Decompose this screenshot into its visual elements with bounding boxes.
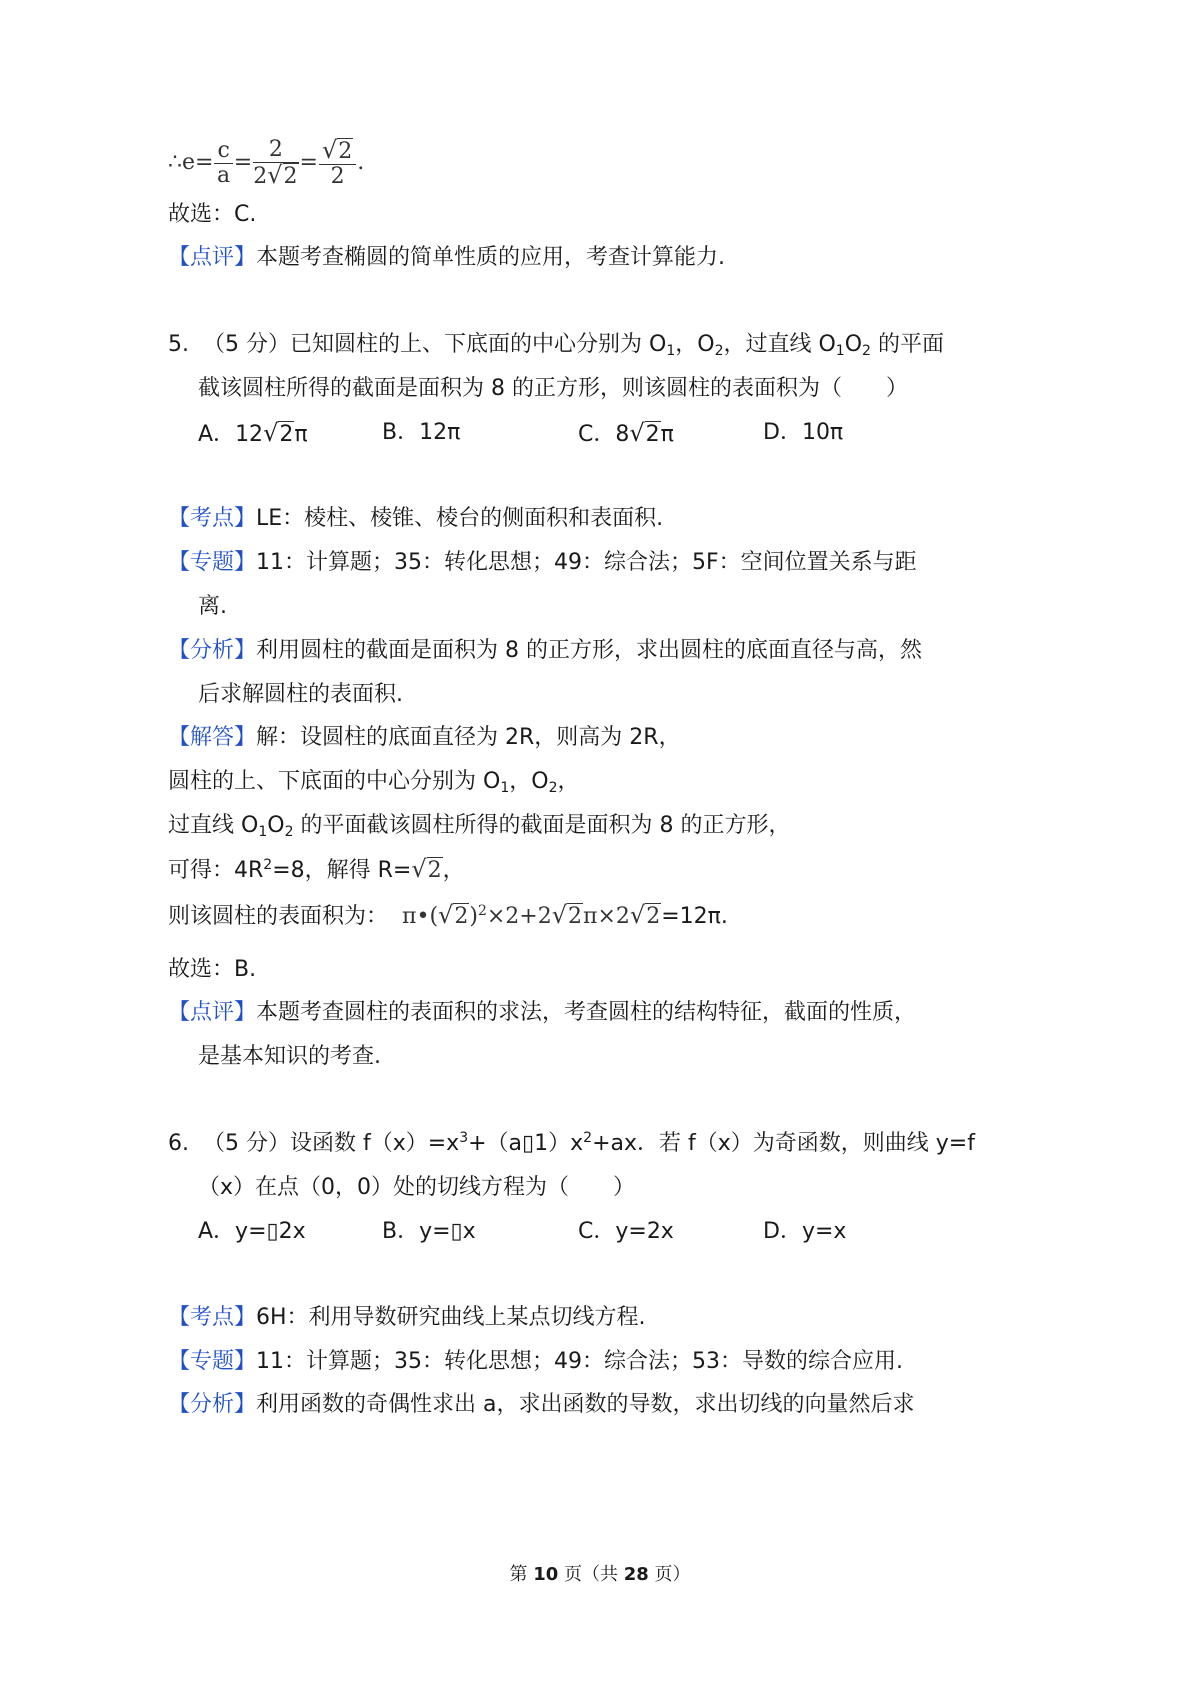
jieda-text: 的平面截该圆柱所得的截面是面积为 8 的正方形， bbox=[293, 813, 791, 838]
q6-option-b[interactable]: B．y=▯x bbox=[382, 1219, 476, 1244]
fraction-root2-over-2 bbox=[319, 135, 356, 189]
radicand: 2 bbox=[279, 422, 294, 447]
q5-dianping-line2: 是基本知识的考查. bbox=[198, 1044, 381, 1069]
prev-review bbox=[168, 243, 725, 273]
zhuanti-tag: 【专题】 bbox=[168, 550, 257, 575]
period: . bbox=[357, 150, 365, 175]
sqrt: √2 bbox=[629, 419, 660, 447]
superscript: 2 bbox=[263, 857, 273, 873]
formula-prefix: ∴e= bbox=[168, 150, 214, 175]
q6-stem-line1 bbox=[168, 1129, 975, 1159]
question-number: 6. bbox=[168, 1131, 189, 1156]
q6-option-d[interactable]: D．y=x bbox=[763, 1219, 847, 1244]
radicand: 2 bbox=[338, 138, 353, 164]
page-number: 10 bbox=[533, 1564, 559, 1585]
option-label: A． bbox=[198, 422, 236, 447]
fenxi-tag: 【分析】 bbox=[168, 638, 257, 663]
numerator: 2 bbox=[253, 138, 298, 163]
prev-choice: 故选：C. bbox=[168, 202, 257, 227]
stem-text: O bbox=[844, 332, 863, 357]
q5-kaodian bbox=[168, 504, 663, 534]
q5-choice: 故选：B. bbox=[168, 957, 257, 982]
review-text: 本题考查椭圆的简单性质的应用，考查计算能力. bbox=[256, 245, 726, 270]
q6-option-a[interactable]: A．y=▯2x bbox=[198, 1219, 306, 1244]
subscript: 1 bbox=[500, 780, 510, 796]
formula-part: π×2 bbox=[583, 904, 630, 929]
denominator: 2 bbox=[330, 163, 345, 189]
option-pi: π bbox=[660, 422, 674, 447]
jieda-text: ，O bbox=[509, 769, 549, 794]
fraction-c-over-a bbox=[214, 139, 232, 188]
zhuanti-tag: 【专题】 bbox=[168, 1349, 257, 1374]
sqrt: √2 bbox=[263, 419, 294, 447]
eccentricity-formula bbox=[168, 136, 364, 190]
q6-option-c[interactable]: C．y=2x bbox=[578, 1219, 674, 1244]
q6-stem-line2: （x）在点（0，0）处的切线方程为（ ） bbox=[198, 1175, 636, 1200]
formula-part: π•( bbox=[402, 904, 439, 929]
page-footer bbox=[0, 1560, 1200, 1586]
fenxi-text: 利用函数的奇偶性求出 a，求出函数的导数，求出切线的向量然后求 bbox=[256, 1392, 915, 1417]
numerator bbox=[319, 135, 356, 165]
subscript: 2 bbox=[862, 343, 871, 359]
kaodian-tag: 【考点】 bbox=[168, 506, 257, 531]
formula-part: ) bbox=[469, 904, 478, 929]
stem-text: ，O bbox=[675, 332, 715, 357]
subscript: 2 bbox=[548, 780, 558, 796]
footer-text: 页（共 bbox=[558, 1564, 624, 1585]
footer-text: 页） bbox=[648, 1564, 691, 1585]
q5-stem-line2: 截该圆柱所得的截面是面积为 8 的正方形，则该圆柱的表面积为（ ） bbox=[198, 376, 908, 401]
jieda-text: ， bbox=[557, 769, 580, 794]
q5-option-b[interactable]: B．12π bbox=[382, 420, 461, 445]
jieda-tag: 【解答】 bbox=[168, 725, 257, 750]
zhuanti-text: 11：计算题；35：转化思想；49：综合法；5F：空间位置关系与距 bbox=[256, 550, 917, 575]
stem-text: +（a▯1）x bbox=[468, 1131, 584, 1156]
total-pages: 28 bbox=[623, 1564, 649, 1585]
q5-dianping-line1 bbox=[168, 998, 916, 1028]
denominator bbox=[253, 160, 298, 189]
footer-text: 第 bbox=[509, 1564, 534, 1585]
q5-jieda-line3 bbox=[168, 811, 790, 841]
formula-part: ×2+2 bbox=[486, 904, 552, 929]
jieda-text: O bbox=[267, 813, 285, 838]
surface-area-formula bbox=[402, 901, 661, 929]
kaodian-tag: 【考点】 bbox=[168, 1305, 257, 1330]
fenxi-tag: 【分析】 bbox=[168, 1392, 257, 1417]
dianping-tag: 【点评】 bbox=[168, 1000, 257, 1025]
q5-option-c[interactable] bbox=[578, 418, 674, 450]
radicand: 2 bbox=[568, 904, 583, 929]
sqrt: √2 bbox=[411, 855, 442, 883]
q6-zhuanti bbox=[168, 1347, 903, 1377]
subscript: 1 bbox=[835, 343, 845, 359]
radicand: 2 bbox=[454, 904, 469, 929]
equals-sign: = bbox=[299, 150, 318, 175]
q5-stem-line1 bbox=[168, 330, 944, 360]
sqrt: √2 bbox=[629, 901, 661, 929]
q5-jieda-line2 bbox=[168, 767, 580, 797]
sqrt: √2 bbox=[551, 901, 583, 929]
sqrt: √2 bbox=[321, 135, 353, 164]
jieda-text: 解：设圆柱的底面直径为 2R，则高为 2R， bbox=[256, 725, 681, 750]
q6-fenxi bbox=[168, 1390, 915, 1420]
q5-fenxi-line2: 后求解圆柱的表面积. bbox=[198, 682, 403, 707]
sqrt: √2 bbox=[267, 160, 298, 189]
jieda-text: =8，解得 R= bbox=[272, 858, 412, 883]
jieda-text: ， bbox=[442, 858, 465, 883]
q5-jieda-line4 bbox=[168, 854, 465, 886]
dianping-text: 本题考查圆柱的表面积的求法，考查圆柱的结构特征，截面的性质， bbox=[256, 1000, 917, 1025]
q5-zhuanti-line2: 离. bbox=[198, 594, 227, 619]
q5-fenxi-line1 bbox=[168, 636, 922, 666]
q5-jieda-line1 bbox=[168, 723, 681, 753]
radicand: 2 bbox=[283, 163, 298, 189]
stem-text: （5 分）设函数 f（x）=x bbox=[203, 1131, 460, 1156]
subscript: 1 bbox=[258, 824, 268, 840]
q6-kaodian bbox=[168, 1303, 646, 1333]
radicand: 2 bbox=[427, 858, 442, 883]
stem-text: 的平面 bbox=[870, 332, 944, 357]
q5-option-a[interactable] bbox=[198, 418, 308, 450]
coefficient: 2 bbox=[253, 163, 268, 189]
zhuanti-text: 11：计算题；35：转化思想；49：综合法；53：导数的综合应用. bbox=[256, 1349, 903, 1374]
jieda-text: =12π. bbox=[661, 904, 728, 929]
option-coef: 12 bbox=[235, 422, 264, 447]
fraction-2-over-2root2 bbox=[253, 138, 298, 189]
equals-sign: = bbox=[233, 150, 253, 175]
review-tag: 【点评】 bbox=[168, 245, 257, 270]
subscript: 2 bbox=[714, 343, 724, 359]
subscript: 2 bbox=[284, 824, 294, 840]
stem-text: ，过直线 O bbox=[723, 332, 836, 357]
q5-zhuanti-line1 bbox=[168, 548, 917, 578]
superscript: 2 bbox=[583, 1130, 593, 1146]
jieda-text: 圆柱的上、下底面的中心分别为 O bbox=[168, 769, 501, 794]
kaodian-text: 6H：利用导数研究曲线上某点切线方程. bbox=[256, 1305, 646, 1330]
option-pi: π bbox=[294, 422, 308, 447]
radicand: 2 bbox=[646, 904, 661, 929]
stem-text: （5 分）已知圆柱的上、下底面的中心分别为 O bbox=[203, 332, 667, 357]
jieda-text: 则该圆柱的表面积为： bbox=[168, 904, 389, 929]
q5-option-d[interactable]: D．10π bbox=[763, 420, 844, 445]
option-coef: 8 bbox=[615, 422, 630, 447]
jieda-text: 过直线 O bbox=[168, 813, 259, 838]
jieda-text: 可得：4R bbox=[168, 858, 264, 883]
kaodian-text: LE：棱柱、棱锥、棱台的侧面积和表面积. bbox=[256, 506, 664, 531]
question-number: 5. bbox=[168, 332, 189, 357]
subscript: 1 bbox=[666, 343, 676, 359]
superscript: 2 bbox=[477, 903, 487, 919]
radicand: 2 bbox=[645, 422, 660, 447]
q5-jieda-line5 bbox=[168, 900, 728, 932]
stem-text: +ax．若 f（x）为奇函数，则曲线 y=f bbox=[592, 1131, 975, 1156]
superscript: 3 bbox=[459, 1130, 469, 1146]
numerator: c bbox=[214, 139, 232, 164]
fenxi-text: 利用圆柱的截面是面积为 8 的正方形，求出圆柱的底面直径与高，然 bbox=[256, 638, 923, 663]
option-label: C． bbox=[578, 422, 616, 447]
sqrt: √2 bbox=[438, 901, 469, 929]
denominator: a bbox=[217, 162, 231, 188]
